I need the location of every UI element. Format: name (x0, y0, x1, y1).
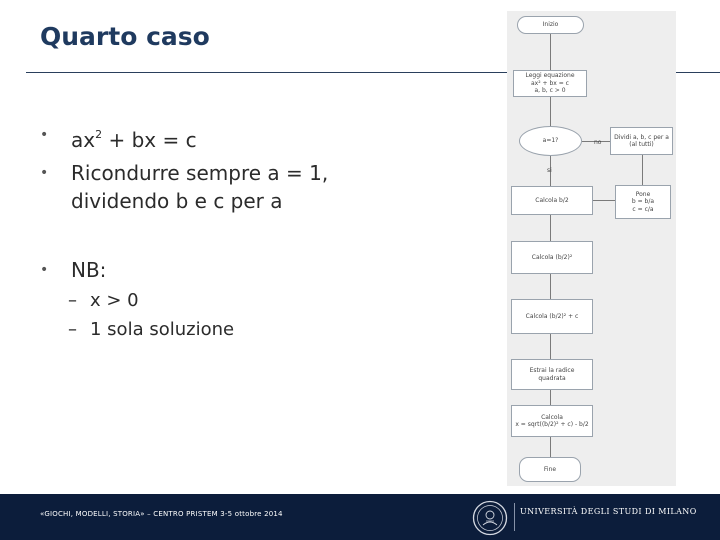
flow-connector (550, 96, 551, 126)
bullet-dot: • (40, 127, 49, 143)
flow-start: Inizio (517, 16, 584, 34)
flow-calc-plus-c: Calcola (b/2)² + c (511, 299, 593, 334)
university-name: UNIVERSITÀ DEGLI STUDI DI MILANO (520, 507, 697, 516)
flow-calc-b2: Calcola b/2 (511, 186, 593, 215)
flow-sqrt: Estrai la radice quadrata (511, 359, 593, 390)
flow-label-no: no (594, 139, 602, 146)
flowchart (507, 11, 676, 486)
university-seal-icon (472, 500, 508, 536)
bullet-dot: • (40, 262, 49, 278)
flow-connector (550, 215, 551, 241)
flow-connector (550, 437, 551, 457)
footer-bar (0, 494, 720, 540)
sub-bullet-text: x > 0 (90, 290, 139, 311)
flow-connector (550, 34, 551, 70)
flow-read-equation: Leggi equazione ax² + bx = c a, b, c > 0 (513, 70, 587, 97)
flow-calc-b2-squared: Calcola (b/2)² (511, 241, 593, 274)
title-divider (26, 72, 508, 73)
sub-bullet-dash: – (68, 290, 77, 311)
flow-connector-back (593, 200, 615, 201)
footer-text: «GIOCHI, MODELLI, STORIA» – CENTRO PRISTEM 3-5 ottobre 2014 (40, 510, 283, 518)
bullet-text: ax (71, 128, 96, 152)
bullet-text-rest: + bx = c (102, 128, 197, 152)
bullet-text: dividendo b e c per a (71, 189, 283, 213)
sub-bullet-dash: – (68, 319, 77, 340)
flow-label-yes: si (547, 167, 552, 174)
flow-connector (550, 274, 551, 299)
flow-end: Fine (519, 457, 581, 482)
flow-connector (642, 155, 643, 185)
flow-pone: Pone b = b/a c = c/a (615, 185, 671, 219)
bullet-text: NB: (71, 258, 107, 282)
flow-connector (550, 390, 551, 405)
sub-bullet-text: 1 sola soluzione (90, 319, 235, 340)
flow-calc-x: Calcola x = sqrt((b/2)² + c) - b/2 (511, 405, 593, 437)
bullet-dot: • (40, 165, 49, 181)
logo-divider (514, 503, 515, 531)
flow-divide: Dividi a, b, c per a (al tutti) (610, 127, 673, 155)
slide-title: Quarto caso (40, 22, 210, 51)
bullet-text: Ricondurre sempre a = 1, (71, 161, 329, 185)
flow-connector (550, 334, 551, 359)
title-divider-right (676, 72, 720, 73)
flow-decision: a=1? (519, 126, 582, 156)
bullet-superscript: 2 (95, 128, 103, 141)
